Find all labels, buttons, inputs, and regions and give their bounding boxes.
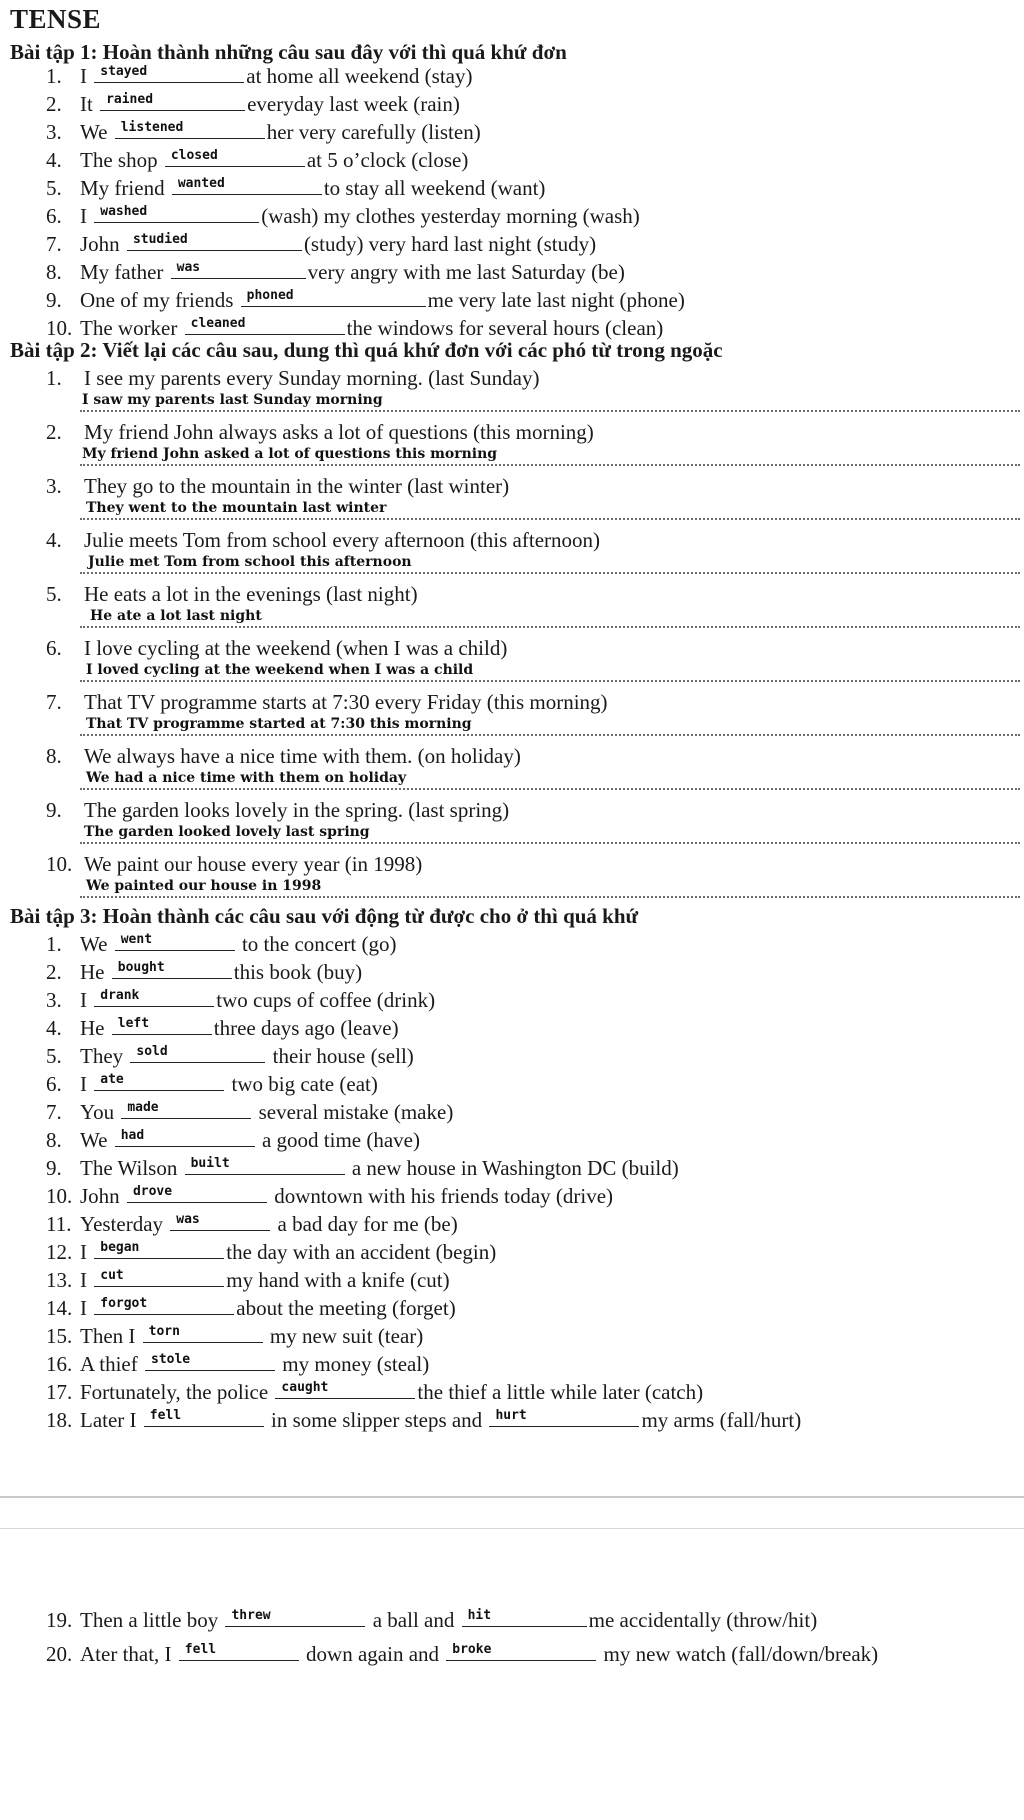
ex1-item-5: 5. My friend wanted to stay all weekend (want) bbox=[46, 176, 546, 200]
answer-blank: washed bbox=[94, 202, 259, 223]
answer-blank: stole bbox=[145, 1350, 275, 1371]
ex2-question-1: 1. I see my parents every Sunday morning. (last Sunday) bbox=[46, 366, 540, 390]
ex2-answer-1: I saw my parents last Sunday morning bbox=[82, 392, 383, 408]
answer-blank: fell bbox=[179, 1640, 299, 1661]
ex3-item-8: 8. We had a good time (have) bbox=[46, 1128, 420, 1152]
ex2-question-10: 10. We paint our house every year (in 1998) bbox=[46, 852, 423, 876]
answer-blank: was bbox=[171, 258, 306, 279]
ex2-question-4: 4. Julie meets Tom from school every afternoon (this afternoon) bbox=[46, 528, 600, 552]
ex3-item-19: 19. Then a little boy threw a ball and hit me accidentally (throw/hit) bbox=[46, 1608, 818, 1632]
answer-blank: cut bbox=[94, 1266, 224, 1287]
ex3-item-3: 3. I drank two cups of coffee (drink) bbox=[46, 988, 436, 1012]
dotted-line bbox=[80, 464, 1020, 466]
dotted-line bbox=[80, 896, 1020, 898]
ex2-question-3: 3. They go to the mountain in the winter (last winter) bbox=[46, 474, 510, 498]
answer-blank: went bbox=[115, 930, 235, 951]
dotted-line bbox=[80, 626, 1020, 628]
dotted-line bbox=[80, 734, 1020, 736]
ex2-answer-5: He ate a lot last night bbox=[90, 608, 262, 624]
answer-blank: wanted bbox=[172, 174, 322, 195]
ex1-item-6: 6. I washed (wash) my clothes yesterday morning (wash) bbox=[46, 204, 640, 228]
answer-blank: built bbox=[185, 1154, 345, 1175]
dotted-line bbox=[80, 680, 1020, 682]
answer-blank: hurt bbox=[489, 1406, 639, 1427]
ex2-question-6: 6. I love cycling at the weekend (when I was a child) bbox=[46, 636, 508, 660]
ex3-item-17: 17. Fortunately, the police caught the thief a little while later (catch) bbox=[46, 1380, 704, 1404]
ex3-item-4: 4. He left three days ago (leave) bbox=[46, 1016, 399, 1040]
answer-blank: drove bbox=[127, 1182, 267, 1203]
answer-blank: caught bbox=[275, 1378, 415, 1399]
answer-blank: sold bbox=[130, 1042, 265, 1063]
answer-blank: listened bbox=[115, 118, 265, 139]
ex2-answer-4: Julie met Tom from school this afternoon bbox=[88, 554, 412, 570]
ex2-answer-2: My friend John asked a lot of questions this morning bbox=[82, 446, 498, 462]
answer-blank: threw bbox=[225, 1606, 365, 1627]
ex3-item-20: 20. Ater that, I fell down again and broke my new watch (fall/down/break) bbox=[46, 1642, 879, 1666]
ex3-item-14: 14. I forgot about the meeting (forget) bbox=[46, 1296, 456, 1320]
dotted-line bbox=[80, 518, 1020, 520]
ex1-item-7: 7. John studied (study) very hard last night (study) bbox=[46, 232, 597, 256]
answer-blank: phoned bbox=[241, 286, 426, 307]
ex2-answer-6: I loved cycling at the weekend when I was a child bbox=[86, 662, 474, 678]
ex3-item-1: 1. We went to the concert (go) bbox=[46, 932, 397, 956]
ex2-answer-8: We had a nice time with them on holiday bbox=[86, 770, 407, 786]
exercise-2-heading: Bài tập 2: Viết lại các câu sau, dung thì quá khứ đơn với các phó từ trong ngoặc bbox=[10, 338, 723, 362]
answer-blank: studied bbox=[127, 230, 302, 251]
answer-blank: cleaned bbox=[185, 314, 345, 335]
ex2-answer-3: They went to the mountain last winter bbox=[86, 500, 387, 516]
answer-blank: stayed bbox=[94, 62, 244, 83]
answer-blank: had bbox=[115, 1126, 255, 1147]
ex2-answer-9: The garden looked lovely last spring bbox=[84, 824, 370, 840]
ex2-question-8: 8. We always have a nice time with them. (on holiday) bbox=[46, 744, 521, 768]
ex2-question-5: 5. He eats a lot in the evenings (last night) bbox=[46, 582, 418, 606]
ex3-item-10: 10. John drove downtown with his friends today (drive) bbox=[46, 1184, 614, 1208]
answer-blank: made bbox=[121, 1098, 251, 1119]
ex3-item-11: 11. Yesterday was a bad day for me (be) bbox=[46, 1212, 458, 1236]
ex1-item-10: 10. The worker cleaned the windows for several hours (clean) bbox=[46, 316, 664, 340]
ex1-item-8: 8. My father was very angry with me last Saturday (be) bbox=[46, 260, 625, 284]
answer-blank: broke bbox=[446, 1640, 596, 1661]
answer-blank: was bbox=[170, 1210, 270, 1231]
ex3-item-2: 2. He bought this book (buy) bbox=[46, 960, 363, 984]
answer-blank: rained bbox=[100, 90, 245, 111]
ex2-question-9: 9. The garden looks lovely in the spring. (last spring) bbox=[46, 798, 510, 822]
dotted-line bbox=[80, 572, 1020, 574]
answer-blank: left bbox=[112, 1014, 212, 1035]
exercise-3-heading: Bài tập 3: Hoàn thành các câu sau với động từ được cho ở thì quá khứ bbox=[10, 904, 639, 928]
dotted-line bbox=[80, 410, 1020, 412]
answer-blank: drank bbox=[94, 986, 214, 1007]
page-break-divider bbox=[0, 1496, 1024, 1498]
answer-blank: began bbox=[94, 1238, 224, 1259]
ex1-item-3: 3. We listened her very carefully (listen) bbox=[46, 120, 481, 144]
ex3-item-15: 15. Then I torn my new suit (tear) bbox=[46, 1324, 424, 1348]
ex1-item-2: 2. It rained everyday last week (rain) bbox=[46, 92, 460, 116]
answer-blank: closed bbox=[165, 146, 305, 167]
exercise-1-heading: Bài tập 1: Hoàn thành những câu sau đây với thì quá khứ đơn bbox=[10, 40, 567, 64]
ex3-item-13: 13. I cut my hand with a knife (cut) bbox=[46, 1268, 450, 1292]
ex1-item-1: 1. I stayed at home all weekend (stay) bbox=[46, 64, 473, 88]
answer-blank: ate bbox=[94, 1070, 224, 1091]
dotted-line bbox=[80, 842, 1020, 844]
ex3-item-7: 7. You made several mistake (make) bbox=[46, 1100, 454, 1124]
page-title: TENSE bbox=[10, 4, 102, 34]
answer-blank: fell bbox=[144, 1406, 264, 1427]
page-break-divider bbox=[0, 1528, 1024, 1529]
ex3-item-5: 5. They sold their house (sell) bbox=[46, 1044, 414, 1068]
ex2-question-7: 7. That TV programme starts at 7:30 every Friday (this morning) bbox=[46, 690, 608, 714]
answer-blank: forgot bbox=[94, 1294, 234, 1315]
ex3-item-9: 9. The Wilson built a new house in Washington DC (build) bbox=[46, 1156, 679, 1180]
ex2-question-2: 2. My friend John always asks a lot of questions (this morning) bbox=[46, 420, 594, 444]
ex2-answer-7: That TV programme started at 7:30 this morning bbox=[86, 716, 472, 732]
ex1-item-4: 4. The shop closed at 5 o’clock (close) bbox=[46, 148, 469, 172]
ex2-answer-10: We painted our house in 1998 bbox=[86, 878, 322, 894]
answer-blank: torn bbox=[143, 1322, 263, 1343]
ex1-item-9: 9. One of my friends phoned me very late last night (phone) bbox=[46, 288, 685, 312]
answer-blank: hit bbox=[462, 1606, 587, 1627]
ex3-item-12: 12. I began the day with an accident (begin) bbox=[46, 1240, 497, 1264]
answer-blank: bought bbox=[112, 958, 232, 979]
ex3-item-6: 6. I ate two big cate (eat) bbox=[46, 1072, 378, 1096]
dotted-line bbox=[80, 788, 1020, 790]
ex3-item-18: 18. Later I fell in some slipper steps and hurt my arms (fall/hurt) bbox=[46, 1408, 802, 1432]
ex3-item-16: 16. A thief stole my money (steal) bbox=[46, 1352, 430, 1376]
